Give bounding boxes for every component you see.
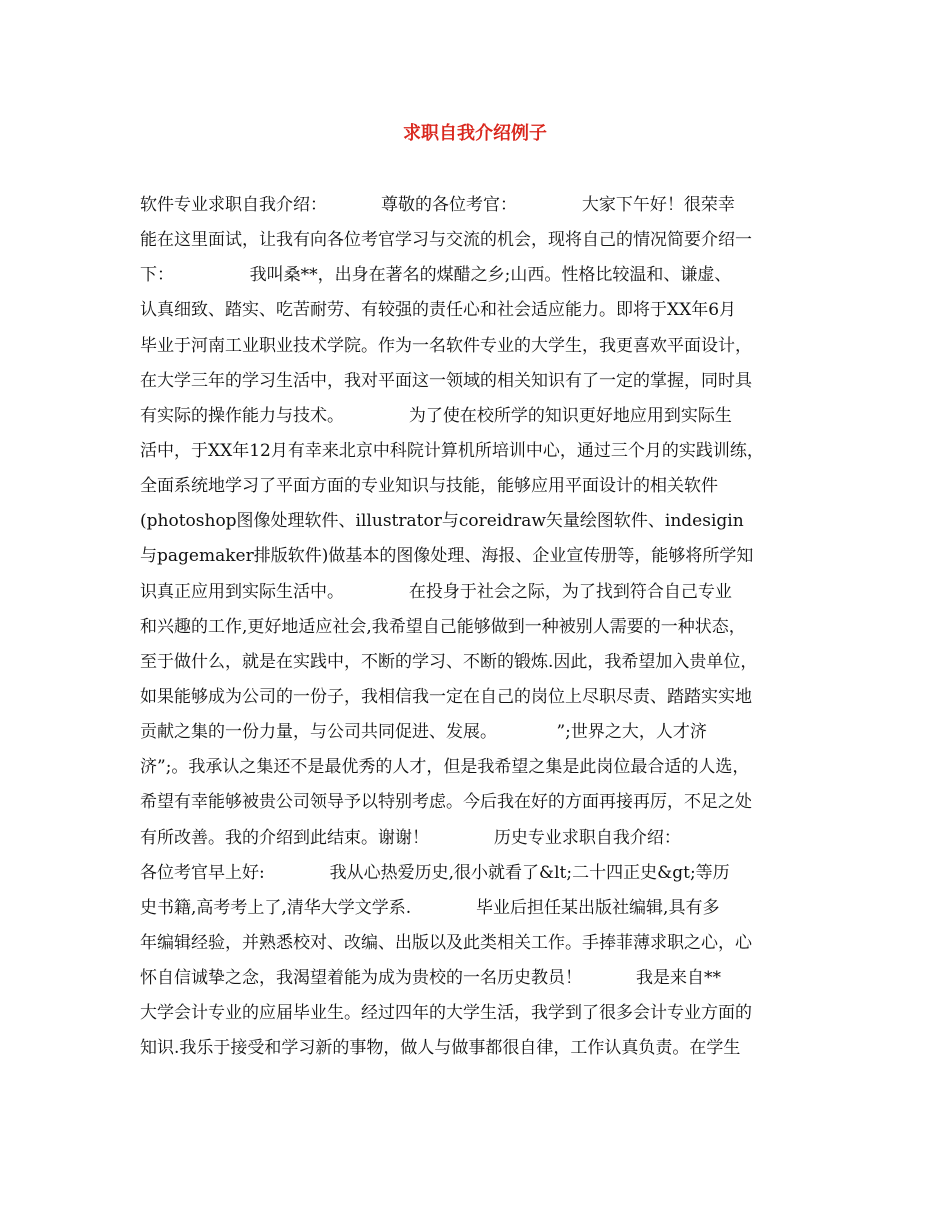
body-line: 识真正应用到实际生活中。 在投身于社会之际，为了找到符合自己专业 — [140, 581, 732, 602]
body-line: 认真细致、踏实、吃苦耐劳、有较强的责任心和社会适应能力。即将于XX年6月 — [140, 300, 737, 321]
body-line: 济”;。我承认之集还不是最优秀的人才，但是我希望之集是此岗位最合适的人选， — [140, 757, 750, 778]
body-line: 有所改善。我的介绍到此结束。谢谢！ 历史专业求职自我介绍： — [140, 827, 681, 848]
body-line: 如果能够成为公司的一份子，我相信我一定在自己的岗位上尽职尽责、踏踏实实地 — [140, 686, 752, 707]
body-line: 年编辑经验，并熟悉校对、改编、出版以及此类相关工作。手捧菲薄求职之心，心 — [140, 932, 752, 953]
body-line: 下： 我叫桑**，出身在著名的煤醋之乡;山西。性格比较温和、谦虚、 — [140, 265, 732, 286]
body-line: 有实际的操作能力与技术。 为了使在校所学的知识更好地应用到实际生 — [140, 405, 732, 426]
body-line: 贡献之集的一份力量，与公司共同促进、发展。 ”;世界之大，人才济 — [140, 722, 707, 743]
body-line: 活中，于XX年12月有幸来北京中科院计算机所培训中心，通过三个月的实践训练， — [140, 440, 764, 461]
body-line: 希望有幸能够被贵公司领导予以特别考虑。今后我在好的方面再接再厉，不足之处 — [140, 792, 752, 813]
body-line: 毕业于河南工业职业技术学院。作为一名软件专业的大学生，我更喜欢平面设计， — [140, 335, 752, 356]
body-line: 软件专业求职自我介绍： 尊敬的各位考官： 大家下午好！很荣幸 — [140, 195, 735, 215]
document-body — [140, 191, 816, 1070]
body-line: 怀自信诚挚之念，我渴望着能为成为贵校的一名历史教员！ 我是来自** — [140, 968, 722, 989]
document-title: 求职自我介绍例子 — [403, 123, 547, 144]
body-line: 知识.我乐于接受和学习新的事物，做人与做事都很自律，工作认真负责。在学生 — [140, 1038, 741, 1059]
body-line: 和兴趣的工作,更好地适应社会,我希望自己能够做到一种被别人需要的一种状态， — [140, 616, 746, 637]
body-line: 全面系统地学习了平面方面的专业知识与技能，能够应用平面设计的相关软件 — [140, 476, 718, 497]
body-line: 能在这里面试，让我有向各位考官学习与交流的机会，现将自己的情况简要介绍一 — [140, 230, 752, 251]
body-line: 至于做什么，就是在实践中，不断的学习、不断的锻炼.因此，我希望加入贵单位， — [140, 651, 758, 672]
body-line: 史书籍,高考考上了,清华大学文学系. 毕业后担任某出版社编辑,具有多 — [140, 897, 720, 918]
body-line: 大学会计专业的应届毕业生。经过四年的大学生活，我学到了很多会计专业方面的 — [140, 1003, 752, 1024]
body-line: 各位考官早上好: 我从心热爱历史,很小就看了&lt;二十四正史&gt;等历 — [140, 862, 730, 883]
body-line: (photoshop图像处理软件、illustrator与coreidraw矢量绘图软件、indesigin — [140, 511, 744, 532]
body-line: 在大学三年的学习生活中，我对平面这一领域的相关知识有了一定的掌握，同时具 — [140, 370, 752, 391]
body-line: 与pagemaker排版软件)做基本的图像处理、海报、企业宣传册等，能够将所学知 — [140, 546, 754, 567]
